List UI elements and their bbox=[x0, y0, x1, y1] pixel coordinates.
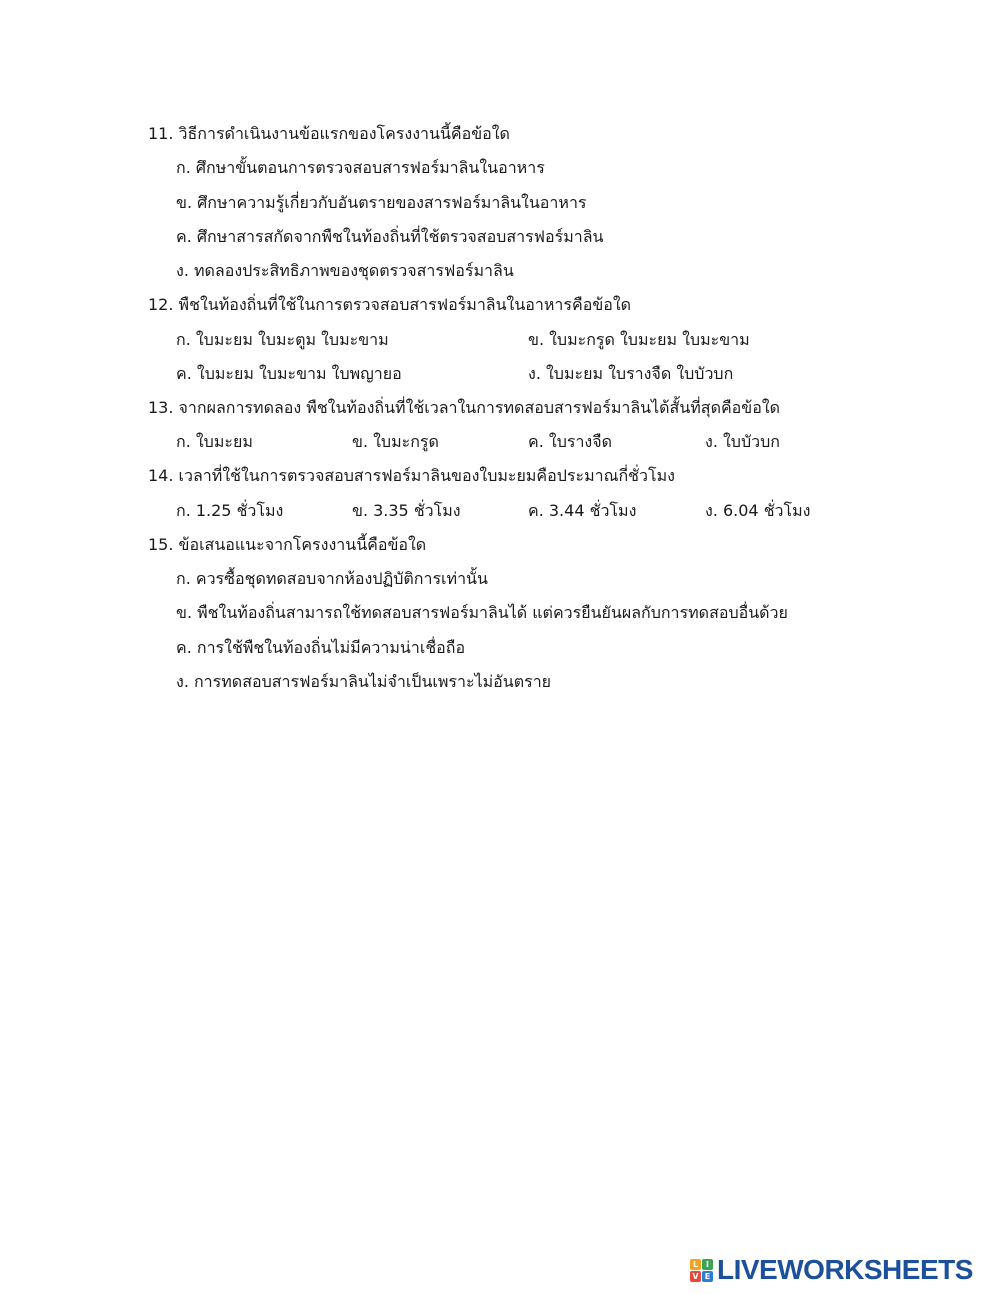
question-14-option-b[interactable]: ข. 3.35 ชั่วโมง bbox=[352, 501, 461, 520]
question-15-option-c[interactable]: ค. การใช้พืชในท้องถิ่นไม่มีความน่าเชื่อถือ bbox=[176, 638, 466, 657]
question-14: 14. เวลาที่ใช้ในการตรวจสอบสารฟอร์มาลินของใบมะยมคือประมาณกี่ชั่วโมง bbox=[148, 466, 675, 485]
logo-mark-l: L bbox=[690, 1259, 701, 1270]
question-12-option-a[interactable]: ก. ใบมะยม ใบมะตูม ใบมะขาม bbox=[176, 330, 389, 349]
question-14-option-d[interactable]: ง. 6.04 ชั่วโมง bbox=[705, 501, 811, 520]
question-12-option-d[interactable]: ง. ใบมะยม ใบรางจืด ใบบัวบก bbox=[528, 364, 734, 383]
question-11: 11. วิธีการดำเนินงานข้อแรกของโครงงานนี้คือข้อใด bbox=[148, 124, 510, 143]
question-13-option-a[interactable]: ก. ใบมะยม bbox=[176, 432, 253, 451]
logo-mark-v: V bbox=[690, 1271, 701, 1282]
logo-text: LIVEWORKSHEETS bbox=[717, 1254, 973, 1285]
question-13-option-c[interactable]: ค. ใบรางจืด bbox=[528, 432, 612, 451]
question-12-option-b[interactable]: ข. ใบมะกรูด ใบมะยม ใบมะขาม bbox=[528, 330, 750, 349]
question-14-option-c[interactable]: ค. 3.44 ชั่วโมง bbox=[528, 501, 637, 520]
question-11-option-b[interactable]: ข. ศึกษาความรู้เกี่ยวกับอันตรายของสารฟอร์มาลินในอาหาร bbox=[176, 193, 587, 212]
logo-mark-e: E bbox=[702, 1271, 713, 1282]
question-15-option-a[interactable]: ก. ควรซื้อชุดทดสอบจากห้องปฏิบัติการเท่านั้น bbox=[176, 569, 488, 588]
question-11-option-d[interactable]: ง. ทดลองประสิทธิภาพของชุดตรวจสารฟอร์มาลิน bbox=[176, 261, 514, 280]
question-13-option-d[interactable]: ง. ใบบัวบก bbox=[705, 432, 780, 451]
question-11-option-c[interactable]: ค. ศึกษาสารสกัดจากพืชในท้องถิ่นที่ใช้ตรวจสอบสารฟอร์มาลิน bbox=[176, 227, 604, 246]
question-13-option-b[interactable]: ข. ใบมะกรูด bbox=[352, 432, 439, 451]
question-15-option-d[interactable]: ง. การทดสอบสารฟอร์มาลินไม่จำเป็นเพราะไม่อันตราย bbox=[176, 672, 552, 691]
question-14-option-a[interactable]: ก. 1.25 ชั่วโมง bbox=[176, 501, 284, 520]
logo-mark-i: I bbox=[702, 1259, 713, 1270]
question-11-option-a[interactable]: ก. ศึกษาขั้นตอนการตรวจสอบสารฟอร์มาลินในอาหาร bbox=[176, 158, 545, 177]
question-12-option-c[interactable]: ค. ใบมะยม ใบมะขาม ใบพญายอ bbox=[176, 364, 402, 383]
question-13: 13. จากผลการทดลอง พืชในท้องถิ่นที่ใช้เวลาในการทดสอบสารฟอร์มาลินได้สั้นที่สุดคือข้อใด bbox=[148, 398, 781, 417]
question-12: 12. พืชในท้องถิ่นที่ใช้ในการตรวจสอบสารฟอร์มาลินในอาหารคือข้อใด bbox=[148, 295, 632, 314]
question-15-option-b[interactable]: ข. พืชในท้องถิ่นสามารถใช้ทดสอบสารฟอร์มาลินได้ แต่ควรยืนยันผลกับการทดสอบอื่นด้วย bbox=[176, 603, 788, 622]
logo-mark-icon bbox=[690, 1259, 713, 1282]
liveworksheets-logo bbox=[690, 1254, 973, 1286]
question-15: 15. ข้อเสนอแนะจากโครงงานนี้คือข้อใด bbox=[148, 535, 427, 554]
